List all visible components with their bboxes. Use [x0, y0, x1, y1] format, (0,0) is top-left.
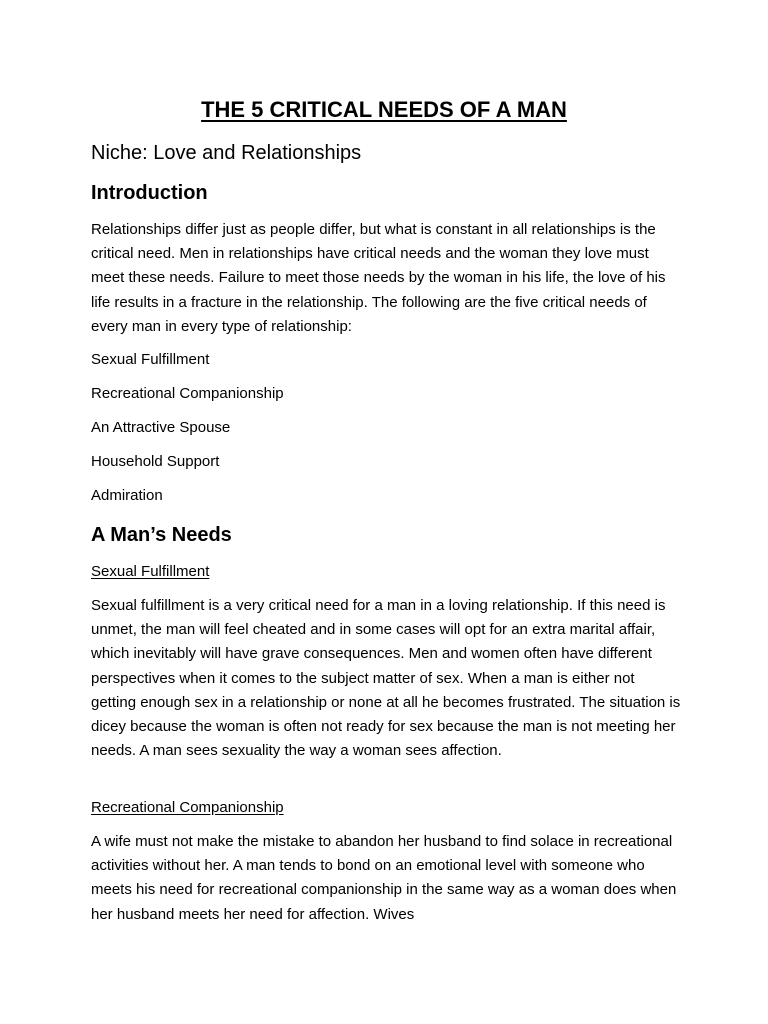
document-title: THE 5 CRITICAL NEEDS OF A MAN	[201, 97, 567, 122]
list-item-admiration: Admiration	[91, 487, 163, 504]
section-heading-recreational-companionship: Recreational Companionship	[91, 799, 284, 816]
list-item-attractive-spouse: An Attractive Spouse	[91, 419, 231, 436]
section-heading-sexual-fulfillment: Sexual Fulfillment	[91, 563, 210, 580]
section-paragraph-sexual-fulfillment: Sexual fulfillment is a very critical need for a man in a loving relationship. If this need is unmet, the man will feel cheated and in some cases will opt for an extra marital affair, which inevitably will have grave consequences. Men and women often have different perspectives when it comes to the subject matter of sex. When a man is either not getting enough sex in a relationship or none at all he becomes frustrated. The situation is dicey because the woman is often not ready for sex because the man is not meeting her needs. A man sees sexuality the way a woman sees affection.	[91, 597, 681, 760]
mans-needs-heading: A Man’s Needs	[91, 524, 232, 546]
list-item-recreational-companionship: Recreational Companionship	[91, 385, 284, 402]
introduction-heading: Introduction	[91, 182, 208, 204]
list-item-sexual-fulfillment: Sexual Fulfillment	[91, 351, 210, 368]
list-item-household-support: Household Support	[91, 453, 220, 470]
section-paragraph-recreational-companionship: A wife must not make the mistake to abandon her husband to find solace in recreational activities without her. A man tends to bond on an emotional level with someone who meets his need for recreational companionship in the same way as a woman does when her husband meets her need for affection. Wives	[91, 833, 677, 923]
niche-line: Niche: Love and Relationships	[91, 142, 362, 164]
introduction-paragraph: Relationships differ just as people differ, but what is constant in all relationships is the critical need. Men in relationships have critical needs and the woman they love must meet these needs. Failure to meet those needs by the woman in his life, the love of his life results in a fracture in the relationship. The following are the five critical needs of every man in every type of relationship:	[91, 221, 666, 335]
